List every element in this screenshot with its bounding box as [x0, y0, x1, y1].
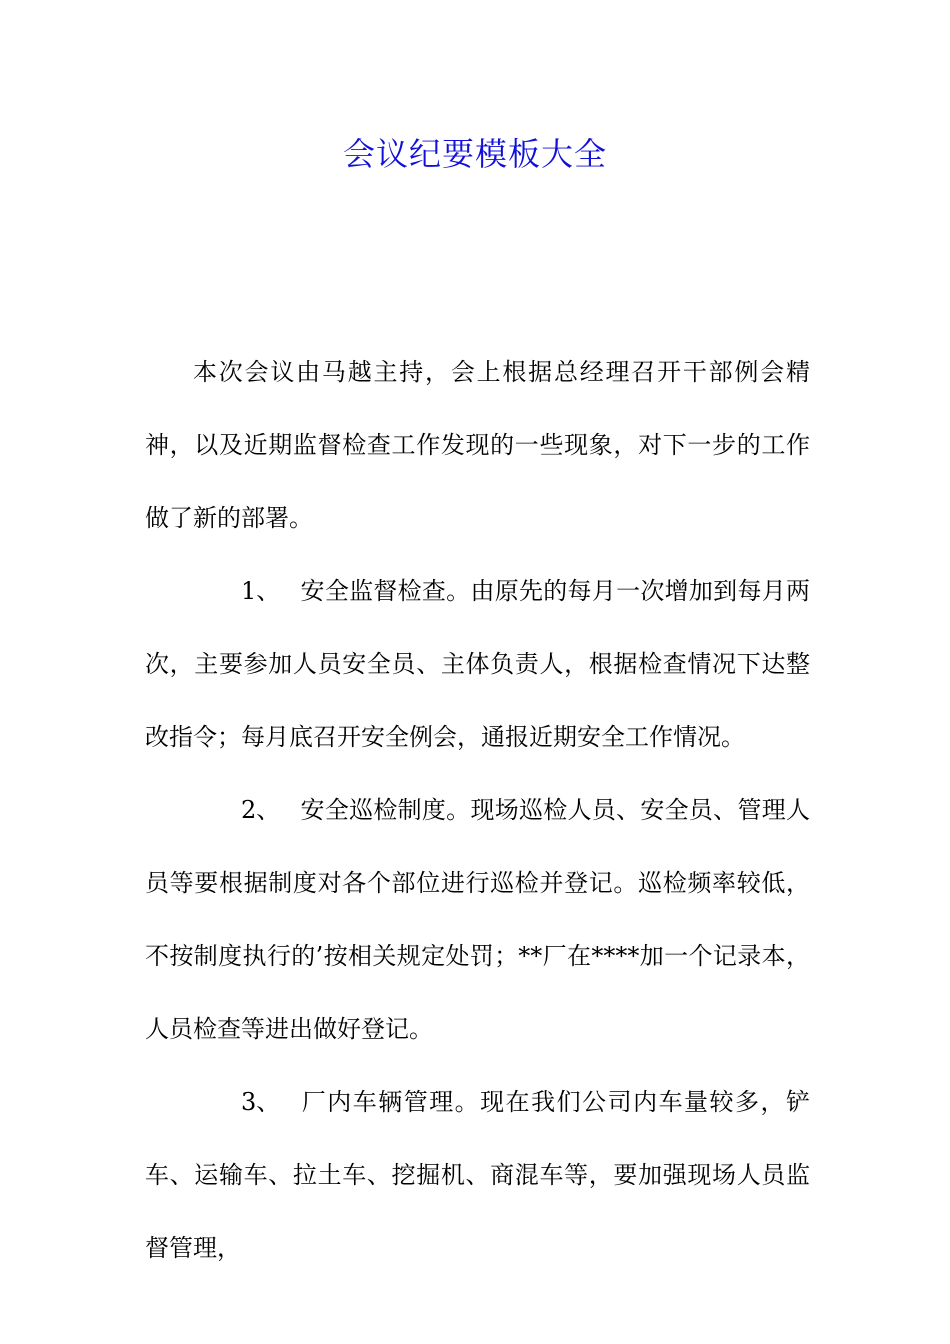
intro-paragraph: 本次会议由马越主持，会上根据总经理召开干部例会精神，以及近期监督检查工作发现的一些现象，对下一步的工作做了新的部署。 [145, 358, 810, 532]
item-text-1: 安全监督检查。由原先的每月一次增加到每月两次，主要参加人员安全员、主体负责人，根据检查情况下达整改指令；每月底召开安全例会，通报近期安全工作情况。 [145, 577, 810, 751]
item-number-3: 3、 [241, 1088, 281, 1116]
item-paragraph-1 [145, 555, 810, 774]
item-paragraph-3 [145, 1066, 810, 1285]
item-text-3: 厂内车辆管理。现在我们公司内车量较多，铲车、运输车、拉土车、挖掘机、商混车等，要加强现场人员监督管理， [145, 1088, 810, 1262]
item-paragraph-2 [145, 774, 810, 1066]
item-text-2: 安全巡检制度。现场巡检人员、安全员、管理人员等要根据制度对各个部位进行巡检并登记。巡检频率较低，不按制度执行的’按相关规定处罚；**厂在****加一个记录本，人员检查等进出做好登记。 [145, 796, 810, 1043]
item-number-1: 1、 [241, 577, 281, 605]
document-body [145, 336, 810, 1285]
item-number-2: 2、 [241, 796, 281, 824]
document-title: 会议纪要模板大全 [342, 135, 607, 173]
